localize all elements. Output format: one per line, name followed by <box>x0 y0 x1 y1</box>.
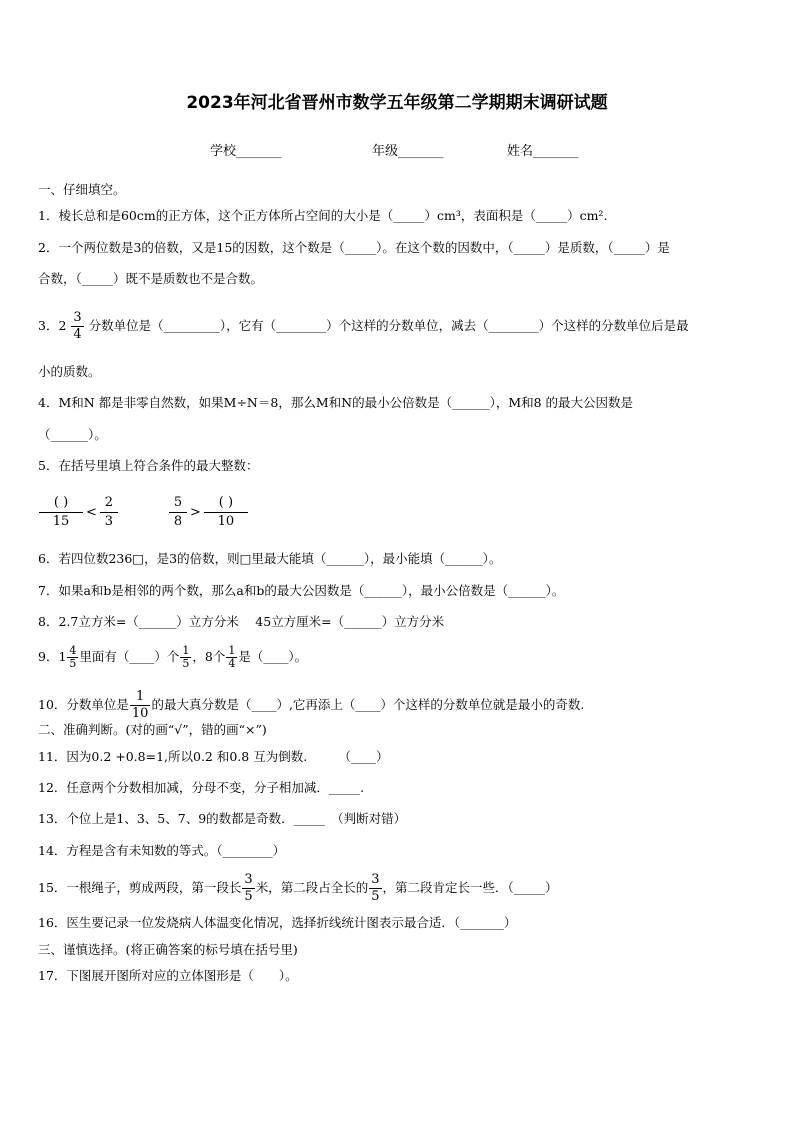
section-heading: 二、准确判断。(对的画“√”，错的画“×”) <box>38 722 267 737</box>
question-6: 6．若四位数236□，是3的倍数，则□里最大能填（______），最小能填（______）。 <box>38 551 502 566</box>
question-9 <box>38 645 307 670</box>
q3-prefix: 3．2 <box>38 318 67 333</box>
q9-fraction-3-denominator: 4 <box>228 657 236 670</box>
question-4-line-1: 4．M和N 都是非零自然数，如果M÷N＝8，那么M和N的最小公倍数是（______），M和8 的最大公因数是 <box>38 395 634 410</box>
question-1: 1．棱长总和是60cm的正方体，这个正方体所占空间的大小是（_____）cm³，表面积是（_____）cm². <box>38 208 608 223</box>
question-16: 16．医生要记录一位发烧病人体温变化情况，选择折线统计图表示最合适．（_______） <box>38 915 517 930</box>
question-17: 17．下图展开图所对应的立体图形是（ ）。 <box>38 968 298 983</box>
q5-right-lhs-denominator: 8 <box>169 512 187 531</box>
q15-fraction-1-numerator: 3 <box>244 872 253 887</box>
question-7: 7．如果a和b是相邻的两个数，那么a和b的最大公因数是（______），最小公倍数是（______）。 <box>38 583 565 598</box>
q5-left-numerator: ( ) <box>53 495 69 510</box>
q15-text-2: ，第二段肯定长一些．（_____） <box>382 880 558 895</box>
section-heading: 一、仔细填空。 <box>38 182 126 197</box>
question-5: 5．在括号里填上符合条件的最大整数： <box>38 458 259 473</box>
question-4-line-2: （______）。 <box>38 427 107 442</box>
question-12: 12．任意两个分数相加减，分母不变，分子相加减．_____. <box>38 780 365 795</box>
q10-text: 的最大真分数是（____）,它再添上（____）个这样的分数单位就是最小的奇数. <box>151 697 585 712</box>
q9-fraction-2-denominator: 5 <box>182 657 190 670</box>
q3-fraction <box>71 310 83 343</box>
q9-fraction-2 <box>180 645 191 670</box>
q5-right-lhs-fraction <box>169 494 187 531</box>
q9-text-2: ，8个 <box>192 649 226 664</box>
q9-fraction-1 <box>67 645 78 670</box>
question-11: 11．因为0.2 +0.8=1,所以0.2 和0.8 互为倒数. （____） <box>38 749 389 764</box>
greater-than-sign: > <box>190 505 201 520</box>
question-10 <box>38 689 584 722</box>
q3-text: 分数单位是（_________），它有（________）个这样的分数单位，减去（________）个这样的分数单位后是最 <box>88 318 689 333</box>
q5-inequality-right <box>168 494 249 531</box>
q5-right-numerator: ( ) <box>218 495 234 510</box>
q9-fraction-1-denominator: 5 <box>69 657 77 670</box>
q3-numerator: 3 <box>73 310 82 325</box>
question-13: 13．个位上是1、3、5、7、9的数都是奇数．_____ （判断对错） <box>38 811 407 826</box>
q10-fraction <box>130 689 151 722</box>
school-field: 学校_______ <box>210 144 282 159</box>
q9-text-3: 是（____）。 <box>238 649 308 664</box>
q5-left-fraction <box>39 494 83 531</box>
q10-prefix: 10．分数单位是 <box>38 697 129 712</box>
q5-right-lhs-numerator: 5 <box>173 495 183 510</box>
q15-text-1: 米，第二段占全长的 <box>255 880 369 895</box>
section-heading: 三、谨慎选择。(将正确答案的标号填在括号里) <box>38 942 298 957</box>
q15-fraction-1 <box>242 872 254 905</box>
q10-numerator: 1 <box>136 689 145 704</box>
q9-fraction-1-numerator: 4 <box>69 644 77 657</box>
q15-prefix: 15．一根绳子，剪成两段，第一段长 <box>38 880 242 895</box>
question-3-line-2: 小的质数。 <box>38 364 101 379</box>
q5-left-rhs-numerator: 2 <box>104 495 114 510</box>
grade-field: 年级_______ <box>372 144 444 159</box>
page-title: 2023年河北省晋州市数学五年级第二学期期末调研试题 <box>186 93 608 113</box>
question-2-line-2: 合数，（_____）既不是质数也不是合数。 <box>38 271 264 286</box>
q9-fraction-2-numerator: 1 <box>182 644 190 657</box>
question-3 <box>38 310 689 343</box>
q5-right-denominator: 10 <box>204 512 248 531</box>
q15-fraction-2-denominator: 5 <box>371 889 380 904</box>
q5-right-fraction <box>204 494 248 531</box>
question-8: 8．2.7立方米=（______）立方分米 45立方厘米=（______）立方分米 <box>38 614 445 629</box>
question-15 <box>38 872 558 905</box>
q9-fraction-3-numerator: 1 <box>228 644 236 657</box>
less-than-sign: < <box>86 505 97 520</box>
q10-denominator: 10 <box>131 706 149 721</box>
question-14: 14．方程是含有未知数的等式。（________） <box>38 843 286 858</box>
q9-fraction-3 <box>226 645 237 670</box>
q9-prefix: 9．1 <box>38 649 67 664</box>
q5-left-rhs-denominator: 3 <box>100 512 118 531</box>
q15-fraction-1-denominator: 5 <box>244 889 253 904</box>
question-2-line-1: 2．一个两位数是3的倍数，又是15的因数，这个数是（_____）。在这个数的因数中，（_____）是质数，（_____）是 <box>38 240 670 255</box>
q3-denominator: 4 <box>73 327 82 342</box>
q15-fraction-2-numerator: 3 <box>371 872 380 887</box>
q5-left-denominator: 15 <box>39 512 83 531</box>
name-field: 姓名_______ <box>507 144 579 159</box>
q15-fraction-2 <box>369 872 381 905</box>
q5-left-rhs-fraction <box>100 494 118 531</box>
q5-inequality-left <box>38 494 119 531</box>
q9-text-1: 里面有（____）个 <box>79 649 180 664</box>
